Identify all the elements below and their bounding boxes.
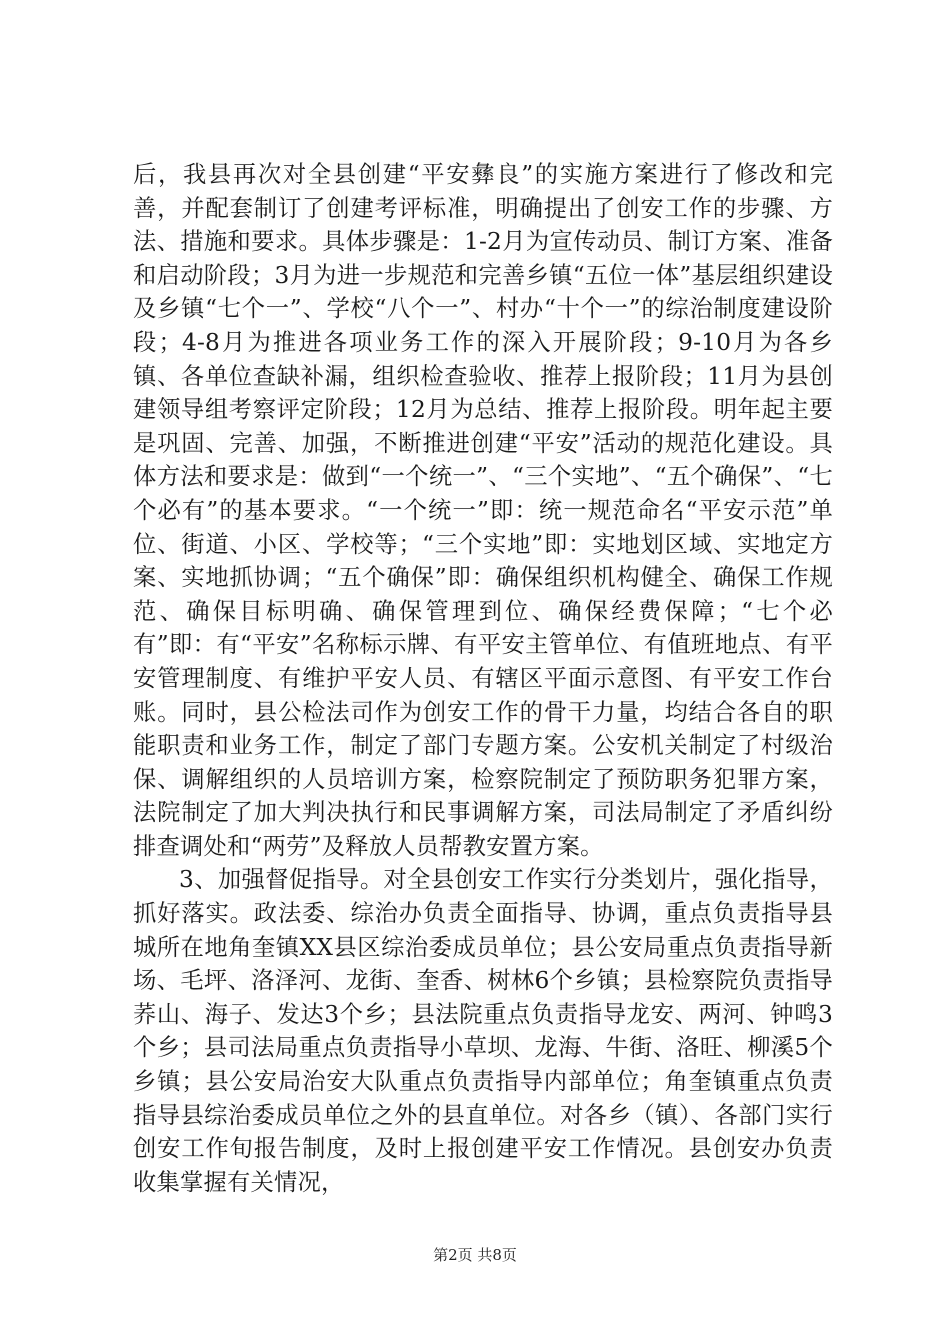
- paragraph-continuation: 后，我县再次对全县创建“平安彝良”的实施方案进行了修改和完善，并配套制订了创建考评标准，明确提出了创安工作的步骤、方法、措施和要求。具体步骤是：1-2月为宣传动员、制订方案、准备和启动阶段；3月为进一步规范和完善乡镇“五位一体”基层组织建设及乡镇“七个一”、学校“八个一”、村办“十个一”的综治制度建设阶段；4-8月为推进各项业务工作的深入开展阶段；9-10月为各乡镇、各单位查缺补漏，组织检查验收、推荐上报阶段；11月为县创建领导组考察评定阶段；12月为总结、推荐上报阶段。明年起主要是巩固、完善、加强，不断推进创建“平安”活动的规范化建设。具体方法和要求是：做到“一个统一”、“三个实地”、“五个确保”、“七个必有”的基本要求。“一个统一”即：统一规范命名“平安示范”单位、街道、小区、学校等；“三个实地”即：实地划区域、实地定方案、实地抓协调；“五个确保”即：确保组织机构健全、确保工作规范、确保目标明确、确保管理到位、确保经费保障；“七个必有”即：有“平安”名称标示牌、有平安主管单位、有值班地点、有平安管理制度、有维护平安人员、有辖区平面示意图、有平安工作台账。同时，县公检法司作为创安工作的骨干力量，均结合各自的职能职责和业务工作，制定了部门专题方案。公安机关制定了村级治保、调解组织的人员培训方案，检察院制定了预防职务犯罪方案，法院制定了加大判决执行和民事调解方案，司法局制定了矛盾纠纷排查调处和“两劳”及释放人员帮教安置方案。: [133, 161, 833, 860]
- paragraph-supervision-guidance: 3、加强督促指导。对全县创安工作实行分类划片，强化指导，抓好落实。政法委、综治办负责全面指导、协调，重点负责指导县城所在地角奎镇XX县区综治委成员单位；县公安局重点负责指导新场、毛坪、洛泽河、龙街、奎香、树林6个乡镇；县检察院负责指导荞山、海子、发达3个乡；县法院重点负责指导龙安、两河、钟鸣3个乡；县司法局重点负责指导小草坝、龙海、牛街、洛旺、柳溪5个乡镇；县公安局治安大队重点负责指导内部单位；角奎镇重点负责指导县综治委成员单位之外的县直单位。对各乡（镇）、各部门实行创安工作旬报告制度，及时上报创建平安工作情况。县创安办负责收集掌握有关情况，: [133, 866, 833, 1196]
- document-body: [133, 158, 833, 1199]
- page-footer: 第2页 共8页: [433, 1246, 517, 1264]
